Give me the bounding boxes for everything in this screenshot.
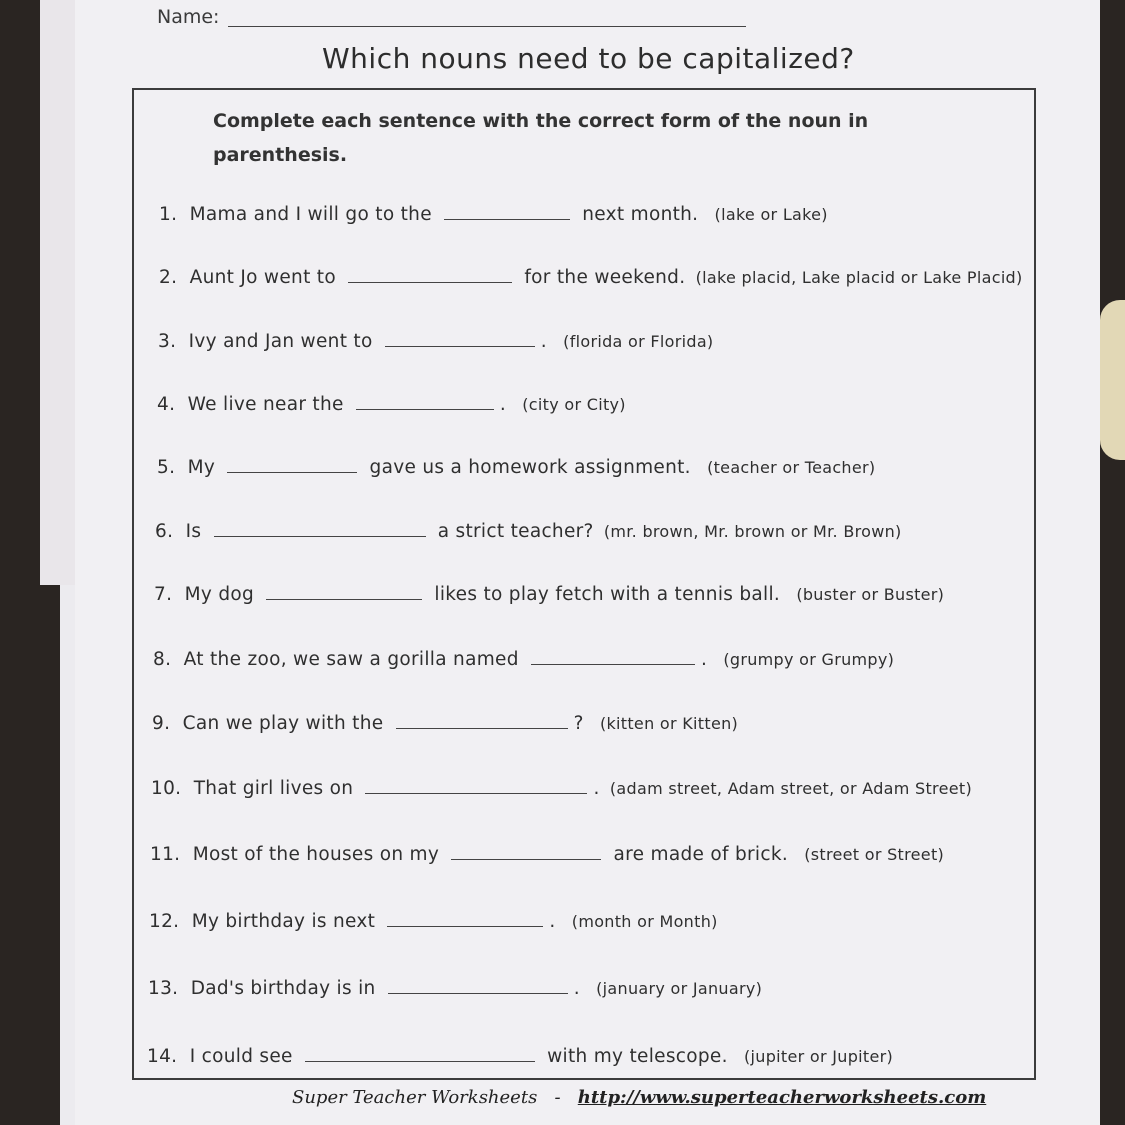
answer-blank-2[interactable] xyxy=(348,266,512,283)
answer-blank-14[interactable] xyxy=(305,1045,535,1062)
page-title: Which nouns need to be capitalized? xyxy=(322,42,855,75)
question-7: 7. My dog likes to play fetch with a tennis ball. (buster or Buster) xyxy=(154,584,945,605)
answer-blank-12[interactable] xyxy=(387,910,543,927)
answer-blank-5[interactable] xyxy=(227,456,357,473)
question-1: 1. Mama and I will go to the next month. (lake or Lake) xyxy=(159,204,828,225)
footer-separator: - xyxy=(554,1087,561,1108)
answer-blank-6[interactable] xyxy=(214,520,426,537)
question-12: 12. My birthday is next . (month or Month) xyxy=(149,911,718,932)
answer-blank-10[interactable] xyxy=(365,777,587,794)
question-10: 10. That girl lives on . (adam street, Adam street, or Adam Street) xyxy=(151,778,972,799)
answer-blank-11[interactable] xyxy=(451,843,601,860)
footer xyxy=(292,1087,986,1108)
name-label: Name: xyxy=(157,6,220,28)
question-11: 11. Most of the houses on my are made of brick. (street or Street) xyxy=(150,844,945,865)
footer-brand: Super Teacher Worksheets xyxy=(292,1087,538,1108)
background-object xyxy=(1100,300,1125,460)
answer-blank-9[interactable] xyxy=(396,712,568,729)
question-13: 13. Dad's birthday is in . (january or January) xyxy=(148,978,763,999)
question-8: 8. At the zoo, we saw a gorilla named . (grumpy or Grumpy) xyxy=(153,649,895,670)
question-9: 9. Can we play with the ? (kitten or Kitten) xyxy=(152,713,739,734)
footer-url-link[interactable]: http://www.superteacherworksheets.com xyxy=(577,1087,987,1108)
question-5: 5. My gave us a homework assignment. (teacher or Teacher) xyxy=(157,457,876,478)
answer-blank-4[interactable] xyxy=(356,393,494,410)
answer-blank-7[interactable] xyxy=(266,583,422,600)
question-3: 3. Ivy and Jan went to . (florida or Florida) xyxy=(158,331,714,352)
question-4: 4. We live near the . (city or City) xyxy=(157,394,626,415)
instructions: Complete each sentence with the correct form of the noun in parenthesis. xyxy=(213,110,869,166)
answer-blank-3[interactable] xyxy=(385,330,535,347)
name-field[interactable] xyxy=(228,26,746,27)
question-2: 2. Aunt Jo went to for the weekend. (lake placid, Lake placid or Lake Placid) xyxy=(159,267,1023,288)
answer-blank-8[interactable] xyxy=(531,648,695,665)
question-6: 6. Is a strict teacher? (mr. brown, Mr. brown or Mr. Brown) xyxy=(155,521,902,542)
question-14: 14. I could see with my telescope. (jupiter or Jupiter) xyxy=(147,1046,894,1067)
answer-blank-13[interactable] xyxy=(388,977,568,994)
answer-blank-1[interactable] xyxy=(444,203,570,220)
